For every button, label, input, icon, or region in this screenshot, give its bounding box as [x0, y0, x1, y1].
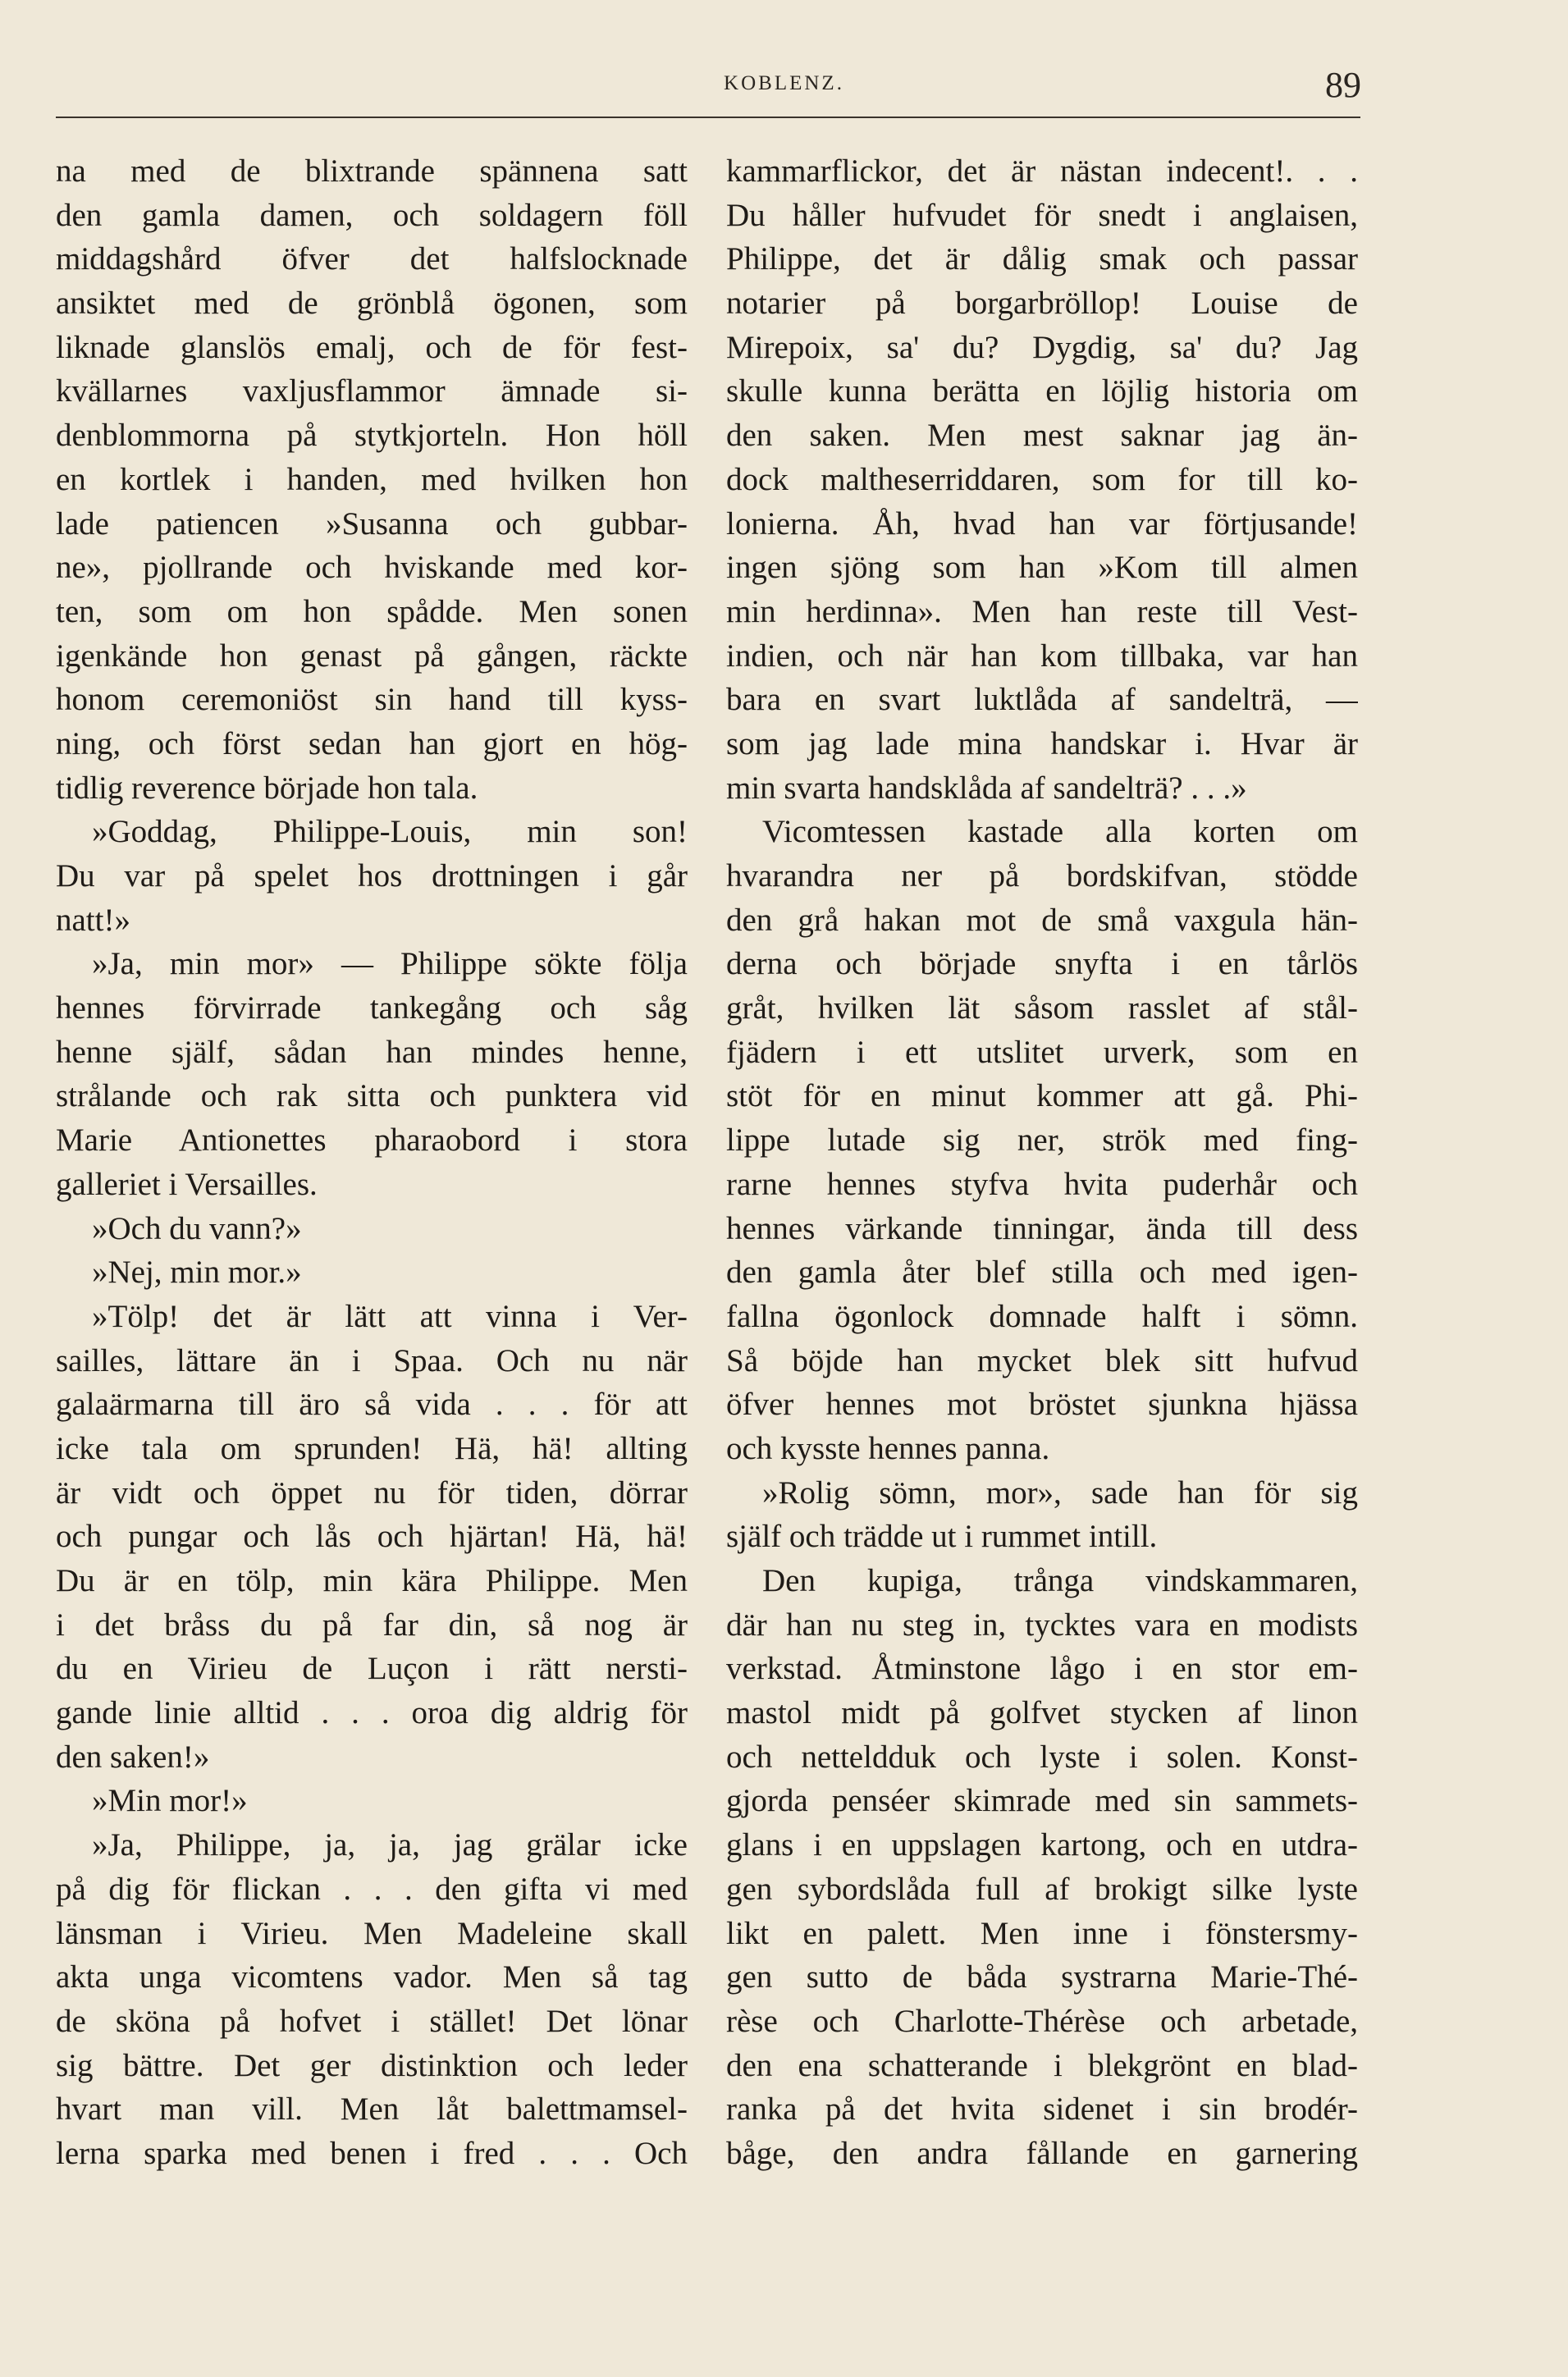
running-head [0, 65, 1568, 105]
text-line: na med de blixtrande spännena satt [56, 153, 688, 189]
text-line: mastol midt på golfvet stycken af linon [726, 1695, 1358, 1731]
text-line: rèse och Charlotte-Thérèse och arbetade, [726, 2003, 1358, 2039]
text-line: henne själf, sådan han mindes henne, [56, 1034, 688, 1070]
text-line: galleriet i Versailles. [56, 1166, 318, 1202]
text-line: natt!» [56, 902, 130, 938]
text-line: liknade glanslös emalj, och de för fest- [56, 329, 688, 365]
text-line: verkstad. Åtminstone lågo i en stor em- [726, 1651, 1358, 1687]
text-line: Vicomtessen kastade alla korten om [762, 814, 1358, 850]
text-line: som jag lade mina handskar i. Hvar är [726, 725, 1358, 761]
text-line: den ena schatterande i blekgrönt en blad- [726, 2047, 1358, 2083]
text-line: ten, som om hon spådde. Men sonen [56, 593, 688, 629]
text-line: ansiktet med de grönblå ögonen, som [56, 286, 688, 322]
text-line: den gamla damen, och soldagern föll [56, 197, 688, 233]
text-line: »Ja, Philippe, ja, ja, jag grälar icke [92, 1827, 688, 1863]
text-line: glans i en uppslagen kartong, och en utdra- [726, 1827, 1358, 1863]
text-line: Så böjde han mycket blek sitt hufvud [726, 1342, 1358, 1378]
text-line: Du är en tölp, min kära Philippe. Men [56, 1563, 688, 1598]
text-line: själf och trädde ut i rummet intill. [726, 1519, 1158, 1555]
text-line: strålande och rak sitta och punktera vid [56, 1078, 688, 1114]
text-line: Marie Antionettes pharaobord i stora [56, 1122, 688, 1159]
text-line: lerna sparka med benen i fred . . . Och [56, 2135, 688, 2171]
text-line: hvart man vill. Men låt balettmamsel- [56, 2091, 688, 2128]
text-line: på dig för flickan . . . den gifta vi med [56, 1871, 688, 1907]
text-line: länsman i Virieu. Men Madeleine skall [56, 1915, 688, 1951]
text-line: likt en palett. Men inne i fönstersmy- [726, 1915, 1358, 1951]
text-line: igenkände hon genast på gången, räckte [56, 638, 688, 674]
page-number: 89 [1325, 65, 1361, 105]
text-line: ranka på det hvita sidenet i sin brodér- [726, 2091, 1358, 2128]
text-line: »Goddag, Philippe-Louis, min son! [92, 814, 688, 850]
text-line: den grå hakan mot de små vaxgula hän- [726, 902, 1358, 938]
text-line: lade patiencen »Susanna och gubbar- [56, 505, 688, 542]
text-line: min svarta handsklåda af sandelträ? . . .» [726, 770, 1247, 806]
text-line: öfver hennes mot bröstet sjunkna hjässa [726, 1387, 1358, 1423]
text-line: den saken. Men mest saknar jag än- [726, 418, 1358, 454]
text-line: sig bättre. Det ger distinktion och leder [56, 2047, 688, 2083]
text-line: min herdinna». Men han reste till Vest- [726, 593, 1358, 629]
text-line: de sköna på hofvet i stället! Det lönar [56, 2003, 688, 2039]
text-line: hvarandra ner på bordskifvan, stödde [726, 858, 1358, 894]
text-line: rarne hennes styfva hvita puderhår och [726, 1166, 1358, 1202]
text-line: notarier på borgarbröllop! Louise de [726, 286, 1358, 322]
text-line: där han nu steg in, tycktes vara en modists [726, 1607, 1358, 1643]
text-line: derna och började snyfta i en tårlös [726, 946, 1358, 982]
text-line: tidlig reverence började hon tala. [56, 770, 478, 806]
right-column [726, 149, 1358, 2176]
text-line: den gamla åter blef stilla och med igen- [726, 1255, 1358, 1291]
text-line: ingen sjöng som han »Kom till almen [726, 550, 1358, 586]
text-line: stöt för en minut kommer att gå. Phi- [726, 1078, 1358, 1114]
text-line: »Och du vann?» [92, 1210, 302, 1246]
text-line: »Rolig sömn, mor», sade han för sig [762, 1474, 1358, 1511]
text-line: i det bråss du på far din, så nog är [56, 1607, 688, 1643]
header-rule [56, 117, 1360, 118]
text-line: Mirepoix, sa' du? Dygdig, sa' du? Jag [726, 329, 1358, 365]
text-line: dock maltheserriddaren, som for till ko- [726, 461, 1358, 497]
text-line: galaärmarna till äro så vida . . . för att [56, 1387, 688, 1423]
text-line: den saken!» [56, 1739, 210, 1775]
text-line: middagshård öfver det halfslocknade [56, 241, 688, 277]
text-line: Du håller hufvudet för snedt i anglaisen, [726, 197, 1358, 233]
text-line: indien, och när han kom tillbaka, var han [726, 638, 1358, 674]
left-column [56, 149, 688, 2176]
text-line: Philippe, det är dålig smak och passar [726, 241, 1358, 277]
text-line: hennes förvirrade tankegång och såg [56, 990, 688, 1026]
text-line: skulle kunna berätta en löjlig historia om [726, 373, 1358, 409]
text-line: kammarflickor, det är nästan indecent!. . . [726, 153, 1358, 189]
text-line: en kortlek i handen, med hvilken hon [56, 461, 688, 497]
running-title: KOBLENZ. [724, 72, 844, 94]
text-line: akta unga vicomtens vador. Men så tag [56, 1959, 688, 1995]
text-line: gen sybordslåda full af brokigt silke lyste [726, 1871, 1358, 1907]
text-line: Den kupiga, trånga vindskammaren, [762, 1563, 1358, 1598]
text-line: denblommorna på stytkjorteln. Hon höll [56, 418, 688, 454]
text-line: Du var på spelet hos drottningen i går [56, 858, 688, 894]
text-line: icke tala om sprunden! Hä, hä! allting [56, 1430, 688, 1466]
text-line: du en Virieu de Luçon i rätt nersti- [56, 1651, 688, 1687]
text-line: »Ja, min mor» — Philippe sökte följa [92, 946, 688, 982]
text-line: kvällarnes vaxljusflammor ämnade si- [56, 373, 688, 409]
text-line: fallna ögonlock domnade halft i sömn. [726, 1298, 1358, 1334]
text-line: hennes värkande tinningar, ända till dess [726, 1210, 1358, 1246]
text-line: fjädern i ett utslitet urverk, som en [726, 1034, 1358, 1070]
text-line: honom ceremoniöst sin hand till kyss- [56, 682, 688, 718]
text-line: bara en svart luktlåda af sandelträ, — [726, 682, 1358, 718]
text-line: ning, och först sedan han gjort en hög- [56, 725, 688, 761]
text-line: »Nej, min mor.» [92, 1255, 302, 1291]
text-line: gen sutto de båda systrarna Marie-Thé- [726, 1959, 1358, 1995]
text-line: gjorda penséer skimrade med sin sammets- [726, 1783, 1358, 1819]
text-line: och pungar och lås och hjärtan! Hä, hä! [56, 1519, 688, 1555]
text-line: ne», pjollrande och hviskande med kor- [56, 550, 688, 586]
text-line: är vidt och öppet nu för tiden, dörrar [56, 1474, 688, 1511]
text-line: »Min mor!» [92, 1783, 248, 1819]
text-line: gråt, hvilken lät såsom rasslet af stål- [726, 990, 1358, 1026]
text-line: sailles, lättare än i Spaa. Och nu när [56, 1342, 688, 1378]
text-line: och netteldduk och lyste i solen. Konst- [726, 1739, 1358, 1775]
text-line: »Tölp! det är lätt att vinna i Ver- [92, 1298, 688, 1334]
text-line: lonierna. Åh, hvad han var förtjusande! [726, 505, 1358, 542]
text-line: båge, den andra fållande en garnering [726, 2135, 1358, 2171]
text-line: och kysste hennes panna. [726, 1430, 1050, 1466]
text-line: lippe lutade sig ner, strök med fing- [726, 1122, 1358, 1159]
text-line: gande linie alltid . . . oroa dig aldrig för [56, 1695, 688, 1731]
